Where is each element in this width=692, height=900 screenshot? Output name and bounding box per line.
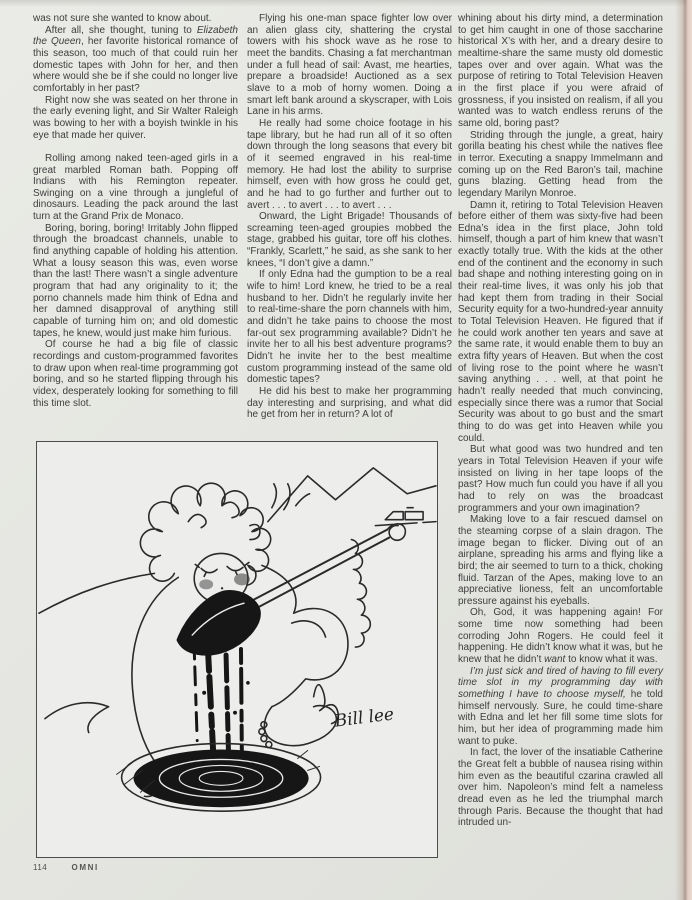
paragraph	[33, 95, 238, 142]
paragraph	[458, 666, 663, 748]
text-run: Rolling among naked teen-aged girls in a great marbled Roman bath. Popping off Indians with his Remington repeater. Swinging on a vine through a jungleful of dinosaurs. Leading the pack around the last turn at the Grand Prix de Monaco.	[33, 152, 238, 223]
black-puddle	[117, 744, 321, 812]
text-run: Making love to a fair rescued damsel on the steaming corpse of a slain dragon. The image began to flicker. Diving out of an airplane, spreading his arms and flying like a bird; the air seemed to turn to a thick, choking fluid. Tarzan of the Apes, making love to an appreciative lioness, felt an uncomfortable pressure against his eyeballs.	[458, 514, 663, 607]
text-run: Oh, God, it was happening again! For some time now something had been corroding John Rogers. He could feel it happening. He didn’t know what it was, but he knew that he didn’t	[458, 607, 663, 666]
text-column-3	[458, 13, 663, 829]
page-footer	[33, 863, 99, 872]
paragraph	[458, 200, 663, 445]
text-run: Right now she was seated on her throne in the early evening light, and Sir Walter Raleigh was bowing to her with a boyish twinkle in his eye that made her quiver.	[33, 94, 238, 141]
text-run: whining about his dirty mind, a determination to get him caught in one of those saccharine historical X’s with her, and a dreary desire to mealtime-share the same musty old domestic tapes over and over again. What was the purpose of retiring to Total Television Heaven in the first place if you were afraid of grossness, if you insisted on realism, if all you wanted was to watch endless reruns of the same old, boring past?	[458, 13, 663, 129]
bare-foot	[264, 706, 336, 746]
text-run: was not sure she wanted to know about.	[33, 13, 212, 24]
text-run: Onward, the Light Brigade! Thousands of screaming teen-aged groupies mobbed the stage, grabbed his guitar, tore off his clothes. “Frankly, Scarlett,” he said, as she sank to her knees, “I don’t give a damn.”	[247, 211, 452, 269]
paragraph	[458, 747, 663, 829]
paragraph	[458, 514, 663, 607]
text-run: He really had some choice footage in his tape library, but he had run all of it so often down through the long seasons that every bit of it seemed engraved in his real-time memory. He had lost the ability to surprise himself, even with how gross he could get, and he had to go further and further out to avert . . . to avert . . . to avert . . .	[247, 117, 452, 211]
paragraph	[458, 130, 663, 200]
signature-text: Bill lee	[333, 703, 395, 731]
text-run: Flying his one-man space fighter low over an alien glass city, shattering the crystal towers with his shock wave as he rose to meet the bandits. Chasing a fat merchantman under a full head of sail: Avast, me hearties, prepare a broadside! Auctioned as a sex slave to a mob of horny women. Doing a smart left bank around a skyscraper, with Lois Lane in his arms.	[247, 13, 452, 118]
paragraph	[247, 386, 452, 421]
cartoon-illustration	[36, 441, 438, 858]
paragraph	[247, 118, 452, 211]
blush-right	[234, 573, 250, 585]
italic-text-run: I’m just sick and tired of having to fill every time slot in my programming day with something I have to choose myself,	[458, 665, 663, 701]
text-run: After all, she thought, tuning to	[45, 24, 197, 36]
paragraph	[247, 269, 452, 386]
paragraph	[33, 339, 238, 409]
signature	[314, 685, 395, 731]
paragraph	[33, 153, 238, 223]
italic-text-run: want	[544, 654, 566, 666]
text-column-1	[33, 13, 238, 409]
magazine-name: OMNI	[71, 863, 99, 872]
text-run: to know what it was.	[565, 654, 658, 666]
paragraph	[33, 25, 238, 95]
page-top-shadow	[0, 0, 692, 7]
paragraph	[458, 13, 663, 130]
text-run: he told himself nervously. Sure, he could time-share with Edna and let her fill some time slots for him, but her idea of programming made him want to puke.	[458, 689, 663, 747]
paragraph	[458, 444, 663, 514]
text-run: Boring, boring, boring! Irritably John flipped through the broadcast channels, unable to find anything capable of holding his attention. What a lousy season this was, even worse than the last! There wasn’t a single adventure program that had any originality to it; the porno channels made him think of Edna and her damned disapproval of anything still capable of turning him on; and old domestic tapes, he knew, would just make him furious.	[33, 222, 238, 339]
paragraph	[33, 223, 238, 340]
text-run: If only Edna had the gumption to be a real wife to him! Lord knew, he tried to be a real husband to her. Didn’t he regularly invite her to real-time-share the porn channels with him, and didn’t he take pains to choose the most far-out sex programming available? Didn’t he invite her to all his best adventure programs? Didn’t he invite her to the best mealtime custom programming instead of the same old domestic tapes?	[247, 269, 452, 386]
text-run: He did his best to make her programming day interesting and surprising, and what did he get from her in return? A lot of	[247, 386, 452, 421]
text-run: Of course he had a big file of classic recordings and custom-programmed favorites to draw upon when real-time programming got boring, and so he started flipping through his videx, desperately looking for something to fill this time slot.	[33, 339, 238, 409]
italic-text-run: Elizabeth the Queen	[33, 24, 238, 48]
paragraph	[458, 607, 663, 665]
scanned-page-edge	[675, 0, 692, 900]
text-run: Damn it, retiring to Total Television Heaven before either of them was sixty-five had been Edna’s idea in the first place, John told himself, though a part of him knew that wasn’t exactly totally true. With the kids at the other end of the continent and the economy in such bad shape and nothing interesting going on in their real-time lives, it was only his job that had kept them from trading in their Social Security equity for a two-hundred-year annuity to Total Television Heaven. He figured that if he could work another ten years and save at the same rate, it would enable them to buy an extra fifty years of Heaven. But when the cost of living rose to the point where he wasn’t saving anything . . . well, at that point he hadn’t really needed that much convincing, especially since there was a rumor that Social Security was about to go bust and the smart thing to do was get into Heaven while you could.	[458, 199, 663, 444]
blush-left	[199, 579, 213, 589]
text-column-2	[247, 13, 452, 421]
text-run: But what good was two hundred and ten years in Total Television Heaven if your wife insisted on living in her tape loops of the past? How much fun could you have if all you had to rely on was the broadcast programmers and your own imagination?	[458, 444, 663, 514]
paragraph	[33, 13, 238, 25]
paragraph	[247, 211, 452, 269]
text-run: In fact, the lover of the insatiable Catherine the Great felt a bubble of nausea rising within him even as the beautiful czarina crawled all over him. Napoleon’s mind felt a nameless dread even as he led the triumphal march through Paris. Because the thought that had intruded un-	[458, 747, 663, 829]
black-blade	[177, 591, 260, 655]
paragraph	[247, 13, 452, 118]
page-number: 114	[33, 863, 48, 872]
nose-dot	[221, 587, 223, 589]
text-run: Striding through the jungle, a great, hairy gorilla beating his chest while the natives flee in terror. Executing a snappy Immelmann and coming up on the Red Baron’s tail, machine guns blazing. Getting head from the legendary Marilyn Monroe.	[458, 129, 663, 199]
text-run: , her favorite historical romance of this season, too much of that could ruin her domestic tapes with John for her, and then where would she be if she could no longer live comfortably in her past?	[33, 36, 238, 94]
